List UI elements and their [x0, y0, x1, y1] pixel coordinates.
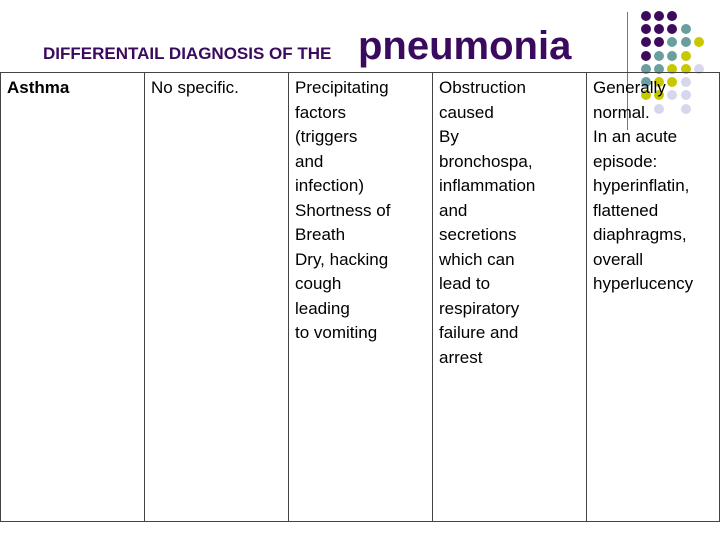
condition-cell: Asthma	[1, 73, 145, 522]
dot	[694, 37, 704, 47]
dot	[654, 37, 664, 47]
dot	[654, 11, 664, 21]
dot	[667, 37, 677, 47]
dot	[667, 11, 677, 21]
diagnosis-table	[0, 72, 720, 522]
symptoms-cell: Precipitating factors (triggers and infection) Shortness of Breath Dry, hacking cough leading to vomiting	[289, 73, 433, 522]
page-title: pneumonia	[358, 24, 572, 68]
dot	[654, 51, 664, 61]
dot	[641, 11, 651, 21]
table-row	[1, 73, 720, 522]
dot	[681, 24, 691, 34]
dot	[654, 24, 664, 34]
dot	[641, 24, 651, 34]
dot	[681, 51, 691, 61]
dot	[667, 24, 677, 34]
dot	[641, 51, 651, 61]
title-prefix: DIFFERENTAIL DIAGNOSIS OF THE	[43, 44, 332, 63]
dot	[641, 37, 651, 47]
dot	[667, 51, 677, 61]
dot	[681, 37, 691, 47]
history-cell: No specific.	[145, 73, 289, 522]
xray-cell: Generally normal. In an acute episode: hyperinflatin, flattened diaphragms, overall hyperlucency	[587, 73, 720, 522]
pathology-cell: Obstruction caused By bronchospa, inflammation and secretions which can lead to respiratory failure and arrest	[433, 73, 587, 522]
